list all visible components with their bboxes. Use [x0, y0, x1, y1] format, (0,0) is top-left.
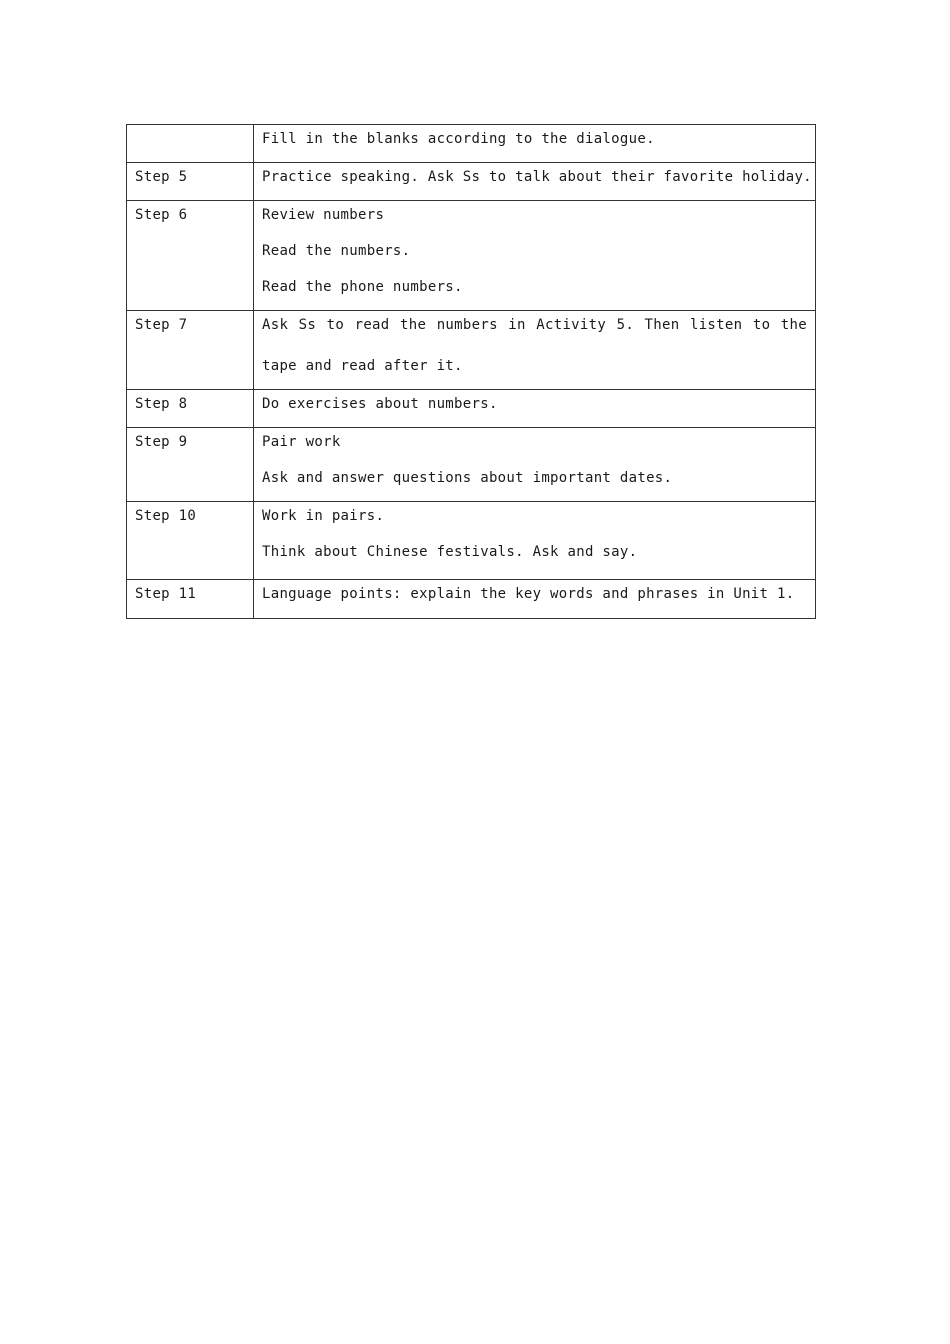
activity-line: Ask and answer questions about important dates.	[262, 470, 673, 486]
table-row	[127, 201, 816, 311]
activity-line: Work in pairs.	[262, 508, 385, 524]
step-cell: Step 8	[127, 390, 254, 428]
activity-line: Think about Chinese festivals. Ask and say.	[262, 544, 638, 560]
table-row	[127, 428, 816, 502]
table-row	[127, 502, 816, 580]
activity-line: Pair work	[262, 434, 341, 450]
activity-line: Fill in the blanks according to the dialogue.	[262, 131, 655, 147]
activity-line: tape and read after it.	[262, 358, 463, 374]
activity-cell	[254, 502, 816, 580]
step-cell: Step 5	[127, 163, 254, 201]
activity-cell	[254, 125, 816, 163]
step-cell: Step 9	[127, 428, 254, 502]
table-row	[127, 163, 816, 201]
step-cell	[127, 125, 254, 163]
activity-cell	[254, 163, 816, 201]
activity-line: Read the numbers.	[262, 243, 411, 259]
step-cell: Step 7	[127, 311, 254, 390]
activity-cell	[254, 580, 816, 619]
step-cell: Step 6	[127, 201, 254, 311]
activity-cell	[254, 311, 816, 390]
activity-line: Read the phone numbers.	[262, 279, 463, 295]
step-cell: Step 10	[127, 502, 254, 580]
step-cell: Step 11	[127, 580, 254, 619]
table-row	[127, 125, 816, 163]
activity-line: Language points: explain the key words and phrases in Unit 1.	[262, 586, 795, 602]
table-row	[127, 580, 816, 619]
activity-line: Do exercises about numbers.	[262, 396, 498, 412]
activity-line: Review numbers	[262, 207, 385, 223]
lesson-steps-table	[126, 124, 816, 619]
table-row	[127, 311, 816, 390]
activity-cell	[254, 201, 816, 311]
activity-line: Ask Ss to read the numbers in Activity 5. Then listen to the	[262, 317, 807, 333]
table-row	[127, 390, 816, 428]
activity-line: Practice speaking. Ask Ss to talk about their favorite holiday.	[262, 169, 812, 185]
activity-cell	[254, 428, 816, 502]
activity-cell	[254, 390, 816, 428]
